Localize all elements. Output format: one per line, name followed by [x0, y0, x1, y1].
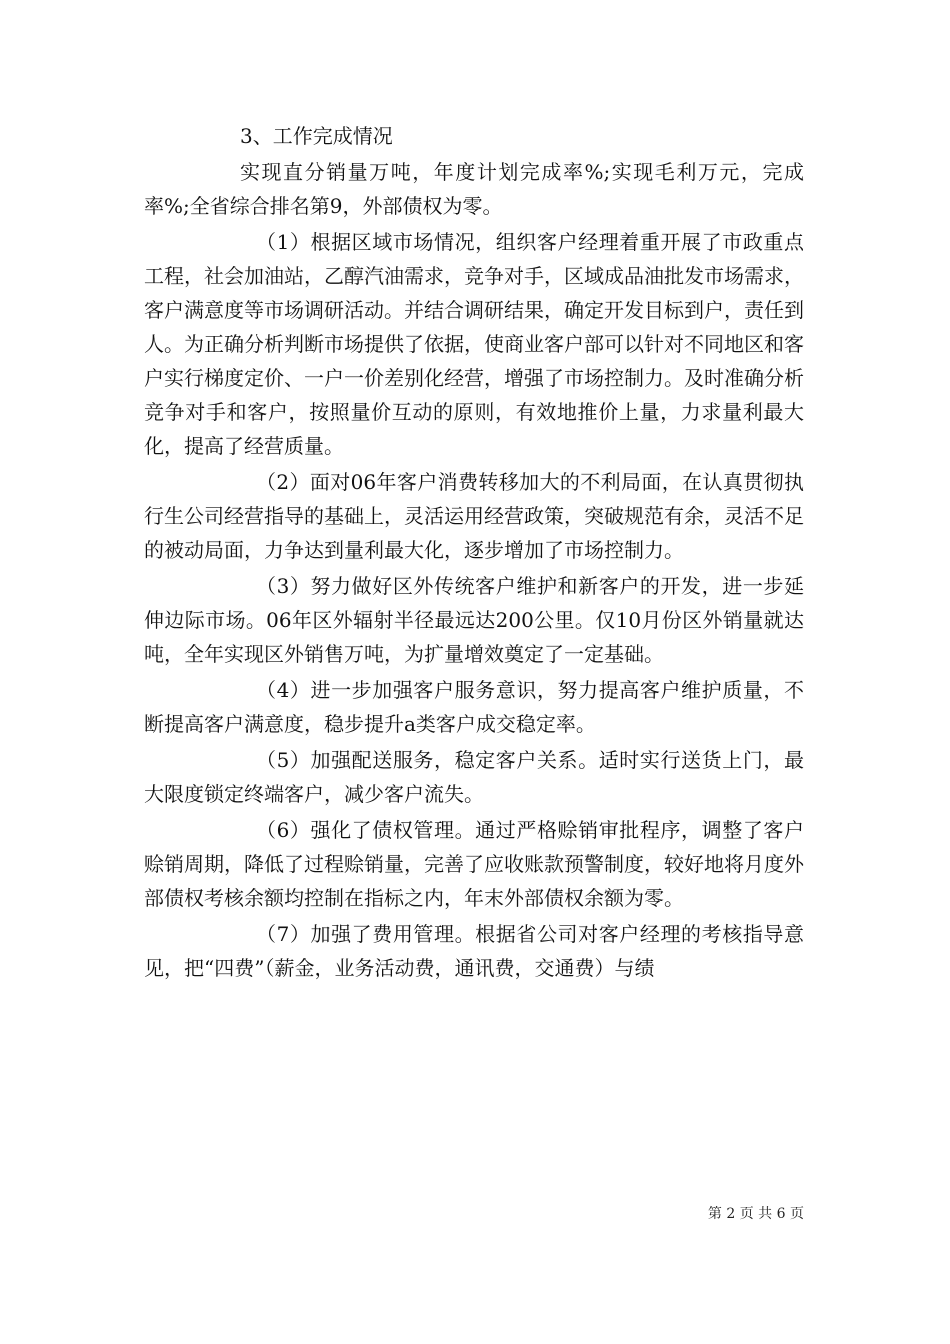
item-paragraph-2: （2）面对06年客户消费转移加大的不利局面，在认真贯彻执行生公司经营指导的基础上，灵活运用经营政策，突破规范有余，灵活不足的被动局面，力争达到量利最大化，逐步增加了市场控制力。 [144, 470, 804, 562]
item-paragraph-6: （6）强化了债权管理。通过严格赊销审批程序，调整了客户赊销周期，降低了过程赊销量，完善了应收账款预警制度，较好地将月度外部债权考核余额均控制在指标之内，年末外部债权余额为零。 [144, 818, 804, 910]
item-paragraph-3: （3）努力做好区外传统客户维护和新客户的开发，进一步延伸边际市场。06年区外辐射半径最远达200公里。仅10月份区外销量就达吨，全年实现区外销售万吨，为扩量增效奠定了一定基础。 [144, 574, 804, 666]
document-body [144, 119, 804, 987]
item-paragraph-7: （7）加强了费用管理。根据省公司对客户经理的考核指导意见，把“四费”（薪金，业务活动费，通讯费，交通费）与绩 [144, 922, 804, 980]
page-number-footer: 第 2 页 共 6 页 [707, 1206, 804, 1222]
item-paragraph-5: （5）加强配送服务，稳定客户关系。适时实行送货上门，最大限度锁定终端客户，减少客户流失。 [144, 748, 804, 806]
item-paragraph-4: （4）进一步加强客户服务意识，努力提高客户维护质量，不断提高客户满意度，稳步提升a类客户成交稳定率。 [144, 678, 804, 736]
summary-paragraph: 实现直分销量万吨，年度计划完成率%;实现毛利万元，完成率%;全省综合排名第9，外部债权为零。 [144, 160, 804, 218]
section-heading: 3、工作完成情况 [240, 124, 393, 148]
item-paragraph-1: （1）根据区域市场情况，组织客户经理着重开展了市政重点工程，社会加油站，乙醇汽油需求，竞争对手，区域成品油批发市场需求，客户满意度等市场调研活动。并结合调研结果，确定开发目标到户，责任到人。为正确分析判断市场提供了依据，使商业客户部可以针对不同地区和客户实行梯度定价、一户一价差别化经营，增强了市场控制力。及时准确分析竞争对手和客户，按照量价互动的原则，有效地推价上量，力求量利最大化，提高了经营质量。 [144, 230, 804, 458]
